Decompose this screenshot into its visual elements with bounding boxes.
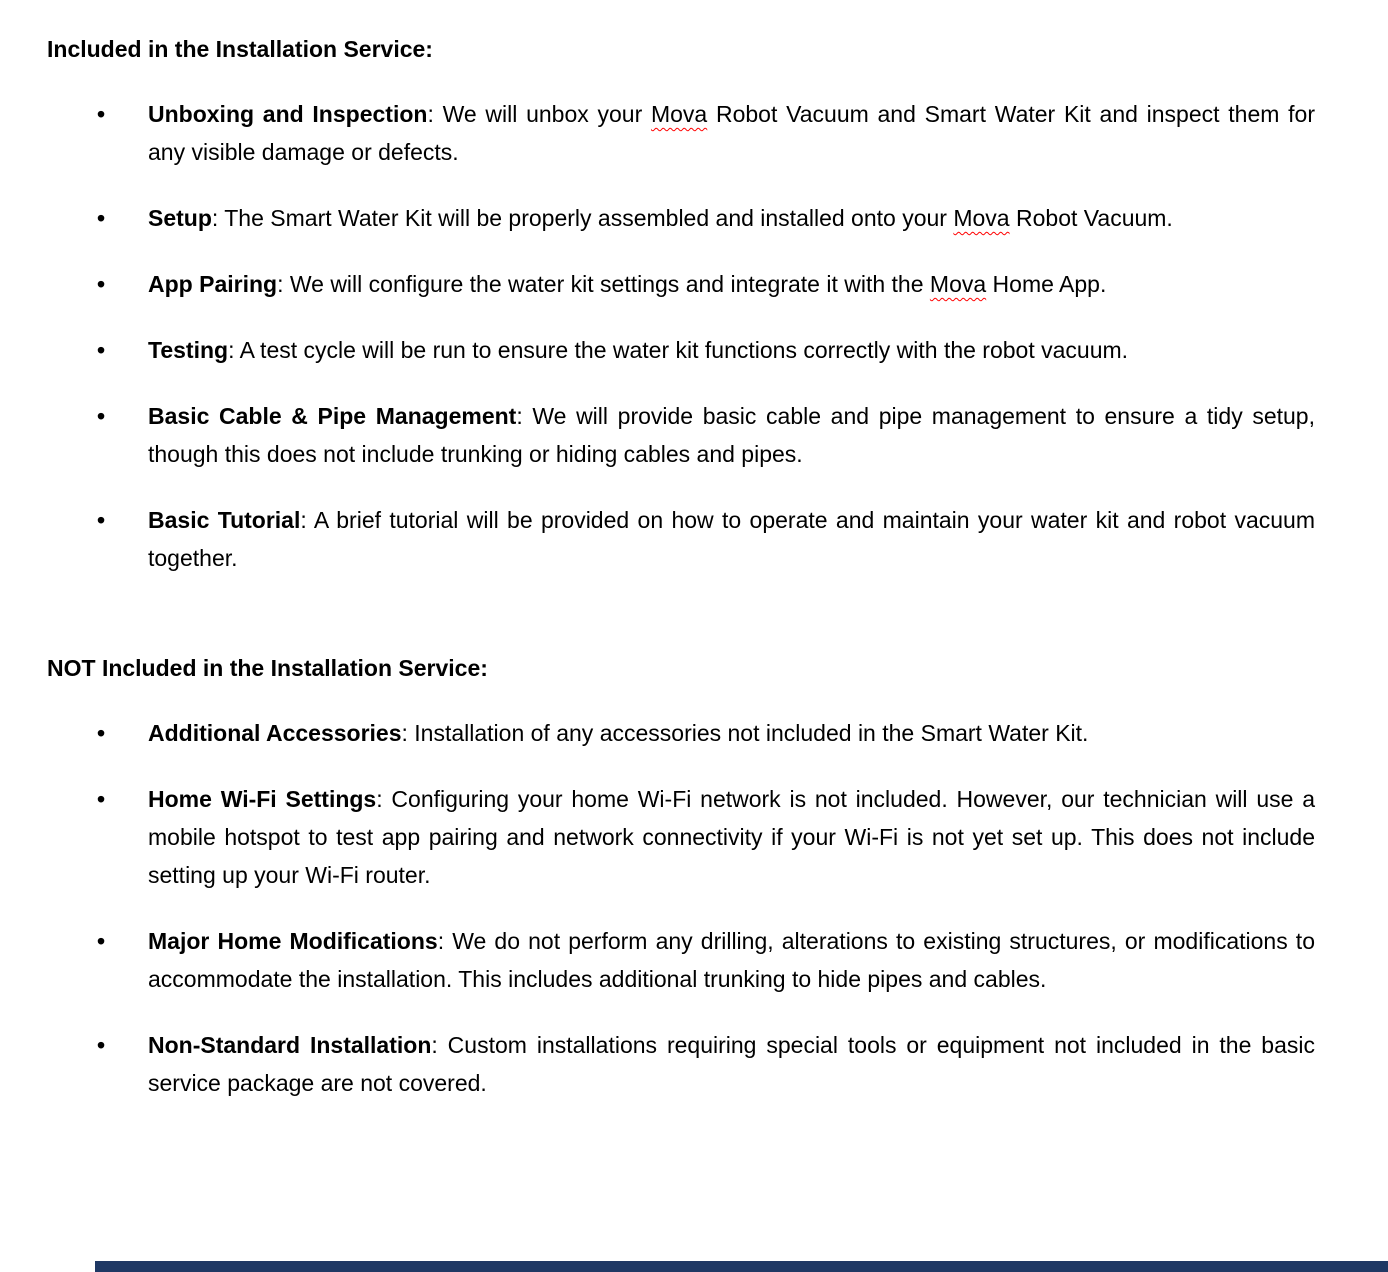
section-not-included [47,649,1315,1102]
bullet-text: : The Smart Water Kit will be properly assembled and installed onto your [211,205,954,231]
bullet-term: Basic Tutorial [148,507,301,533]
bullet-term: Basic Cable & Pipe Management [148,403,517,429]
list-item [47,199,1315,237]
bullet-term: App Pairing [148,271,278,297]
bullet-icon: • [97,403,106,429]
bullet-text: Home App. [986,271,1107,297]
misspelled-word: Mova [953,205,1010,231]
bullet-term: Testing [148,337,229,363]
misspelled-word: Mova [929,271,987,297]
included-bullet-list [47,95,1315,577]
bullet-icon: • [97,928,106,954]
bullet-text: : A brief tutorial will be provided on how to operate and maintain your water kit and robot vacuum together. [148,507,1315,571]
bullet-text: : We do not perform any drilling, alterations to existing structures, or modifications to accommodate the installation. This includes additional trunking to hide pipes and cables. [148,928,1315,992]
list-item [47,714,1315,752]
bullet-icon: • [97,205,106,231]
document-body [47,30,1315,1130]
bullet-term: Major Home Modifications [148,928,438,954]
page-bottom-bar [95,1261,1388,1272]
bullet-term: Unboxing and Inspection [148,101,428,127]
bullet-text: Robot Vacuum and Smart Water Kit and inspect them for any visible damage or defects. [148,101,1315,165]
section-included [47,30,1315,577]
list-item [47,331,1315,369]
list-item [47,95,1315,171]
list-item [47,780,1315,894]
bullet-icon: • [97,271,106,297]
bullet-icon: • [97,337,106,363]
bullet-text: : We will unbox your [427,101,651,127]
bullet-text: Robot Vacuum. [1009,205,1173,231]
bullet-icon: • [97,507,106,533]
misspelled-word: Mova [650,101,708,127]
list-item [47,397,1315,473]
list-item [47,922,1315,998]
bullet-icon: • [97,1032,106,1058]
list-item [47,265,1315,303]
bullet-text: : A test cycle will be run to ensure the water kit functions correctly with the robot vacuum. [228,337,1129,363]
bullet-text: : We will configure the water kit settings and integrate it with the [277,271,930,297]
bullet-term: Home Wi-Fi Settings [148,786,377,812]
bullet-term: Additional Accessories [148,720,402,746]
bullet-term: Setup [148,205,212,231]
bullet-text: : Custom installations requiring special tools or equipment not included in the basic service package are not covered. [148,1032,1315,1096]
bullet-text: : Configuring your home Wi-Fi network is not included. However, our technician will use a mobile hotspot to test app pairing and network connectivity if your Wi-Fi is not yet set up. This does not include setting up your Wi-Fi router. [148,786,1315,888]
bullet-text: : Installation of any accessories not included in the Smart Water Kit. [401,720,1089,746]
section-heading: Included in the Installation Service: [47,36,433,62]
bullet-icon: • [97,101,106,127]
bullet-icon: • [97,786,106,812]
bullet-text: : We will provide basic cable and pipe management to ensure a tidy setup, though this does not include trunking or hiding cables and pipes. [148,403,1315,467]
list-item [47,1026,1315,1102]
list-item [47,501,1315,577]
not-included-bullet-list [47,714,1315,1102]
bullet-term: Non-Standard Installation [148,1032,432,1058]
bullet-icon: • [97,720,106,746]
section-heading: NOT Included in the Installation Service: [47,655,488,681]
